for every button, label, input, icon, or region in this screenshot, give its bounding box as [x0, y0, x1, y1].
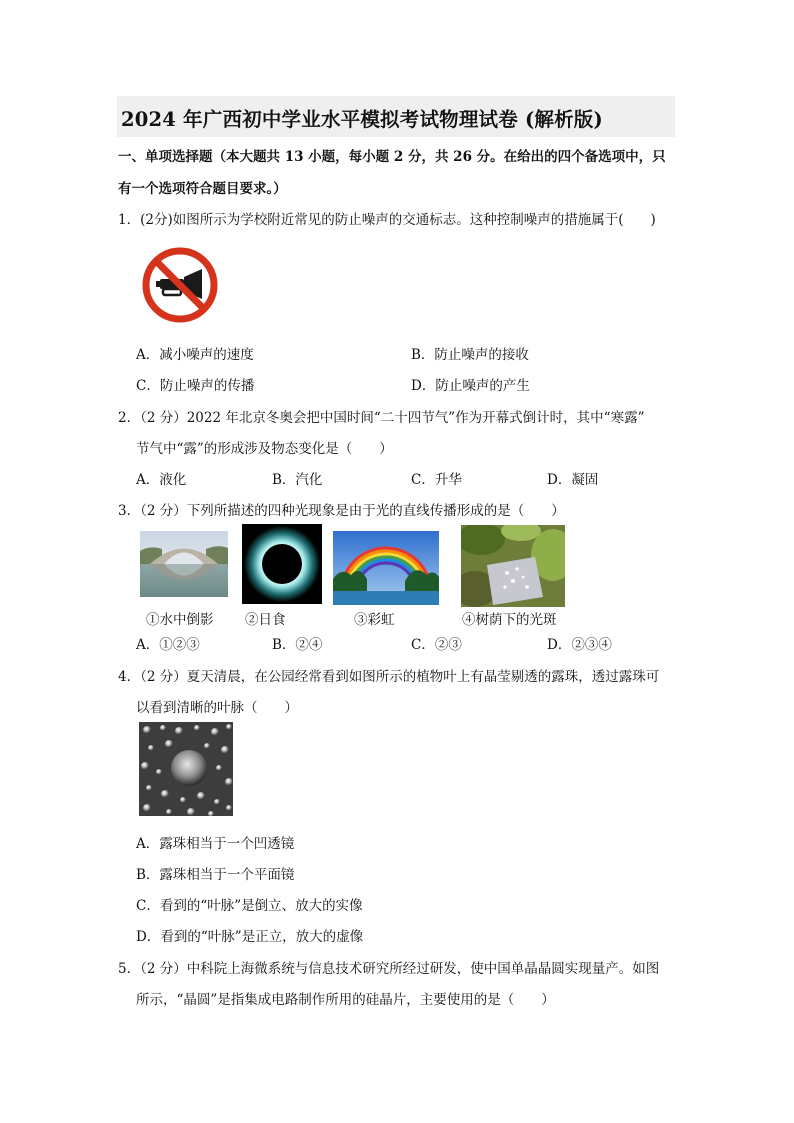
- q2-option-b: B．汽化: [272, 472, 323, 488]
- q3-option-b: B．②④: [272, 637, 323, 653]
- section-heading-line1: 一、单项选择题（本大题共 13 小题，每小题 2 分，共 26 分。在给出的四个备选项中，只: [118, 149, 666, 165]
- q3-caption-3: ③彩虹: [354, 612, 395, 628]
- q3-stem: 3．（2 分）下列所描述的四种光现象是由于光的直线传播形成的是（ ）: [118, 503, 565, 519]
- q1-option-c: C．防止噪声的传播: [136, 378, 255, 394]
- q3-caption-4: ④树荫下的光斑: [462, 612, 557, 628]
- q1-option-d: D．防止噪声的产生: [411, 378, 530, 394]
- q3-option-a: A．①②③: [136, 637, 200, 653]
- q3-caption-2: ②日食: [245, 612, 286, 628]
- no-honking-sign-image: [140, 245, 220, 325]
- q2-stem-line2: 节气中“露”的形成涉及物态变化是（ ）: [136, 441, 393, 457]
- q4-option-b: B．露珠相当于一个平面镜: [136, 867, 295, 883]
- q3-caption-1: ①水中倒影: [146, 612, 214, 628]
- q3-option-c: C．②③: [411, 637, 462, 653]
- q4-stem-line2: 以看到清晰的叶脉（ ）: [136, 700, 298, 716]
- no-horn-icon: [140, 245, 220, 325]
- q2-option-d: D．凝固: [547, 472, 599, 488]
- q5-stem-line2: 所示，“晶圆”是指集成电路制作所用的硅晶片，主要使用的是（ ）: [136, 992, 555, 1008]
- q4-stem-line1: 4．（2 分）夏天清晨，在公园经常看到如图所示的植物叶上有晶莹剔透的露珠，透过露珠可: [118, 669, 660, 685]
- q2-stem-line1: 2．（2 分）2022 年北京冬奥会把中国时间“二十四节气”作为开幕式倒计时，其中“寒露”: [118, 410, 645, 426]
- q3-option-d: D．②③④: [547, 637, 612, 653]
- section-heading-line2: 有一个选项符合题目要求。）: [118, 181, 287, 197]
- page-title: 2024 年广西初中学业水平模拟考试物理试卷 (解析版): [121, 108, 603, 131]
- q4-option-c: C．看到的“叶脉”是倒立、放大的实像: [136, 898, 363, 914]
- rainbow-image: [333, 531, 439, 605]
- q1-stem: 1．(2分)如图所示为学校附近常见的防止噪声的交通标志。这种控制噪声的措施属于( ): [118, 212, 656, 228]
- q1-option-a: A．减小噪声的速度: [136, 347, 254, 363]
- q5-stem-line1: 5．（2 分）中科院上海微系统与信息技术研究所经过研发，使中国单晶晶圆实现量产。如图: [118, 961, 660, 977]
- q4-option-d: D．看到的“叶脉”是正立，放大的虚像: [136, 929, 364, 945]
- q1-option-b: B．防止噪声的接收: [411, 347, 529, 363]
- solar-eclipse-image: [242, 524, 322, 604]
- q4-option-a: A．露珠相当于一个凹透镜: [136, 836, 295, 852]
- q2-option-a: A．液化: [136, 472, 187, 488]
- dew-drops-image: [139, 722, 233, 816]
- light-spots-image: [461, 525, 565, 607]
- bridge-reflection-image: [140, 531, 228, 597]
- q2-option-c: C．升华: [411, 472, 462, 488]
